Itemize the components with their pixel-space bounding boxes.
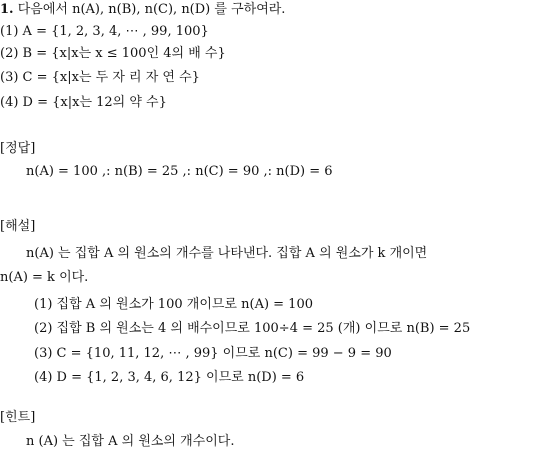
- hint-text: n (A) 는 집합 A 의 원소의 개수이다.: [26, 434, 235, 449]
- problem-question: 다음에서 n(A), n(B), n(C), n(D) 를 구하여라.: [17, 2, 286, 17]
- explanation-item-2: (2) 집합 B 의 원소는 4 의 배수이므로 100÷4 = 25 (개) 이므로 n(B) = 25: [34, 321, 471, 336]
- explanation-heading: [해설]: [0, 219, 36, 234]
- problem-number: 1.: [0, 2, 14, 17]
- problem-item-4: (4) D = {x|x는 12의 약 수}: [0, 95, 167, 110]
- explanation-item-3: (3) C = {10, 11, 12, ⋯ , 99} 이므로 n(C) = 99 − 9 = 90: [34, 346, 392, 361]
- explanation-item-1: (1) 집합 A 의 원소가 100 개이므로 n(A) = 100: [34, 297, 313, 312]
- problem-item-1: (1) A = {1, 2, 3, 4, ⋯ , 99, 100}: [0, 24, 209, 39]
- answer-text: n(A) = 100 ,: n(B) = 25 ,: n(C) = 90 ,: n(D) = 6: [26, 164, 333, 179]
- problem-item-3: (3) C = {x|x는 두 자 리 자 연 수}: [0, 70, 200, 85]
- answer-heading: [정답]: [0, 141, 36, 156]
- hint-heading: [힌트]: [0, 410, 36, 425]
- explanation-intro-line-1: n(A) 는 집합 A 의 원소의 개수를 나타낸다. 집합 A 의 원소가 k 개이면: [26, 246, 428, 261]
- explanation-intro-line-2: n(A) = k 이다.: [0, 270, 89, 285]
- problem-header: [0, 2, 285, 18]
- explanation-item-4: (4) D = {1, 2, 3, 4, 6, 12} 이므로 n(D) = 6: [34, 370, 305, 385]
- problem-item-2: (2) B = {x|x는 x ≤ 100인 4의 배 수}: [0, 46, 226, 61]
